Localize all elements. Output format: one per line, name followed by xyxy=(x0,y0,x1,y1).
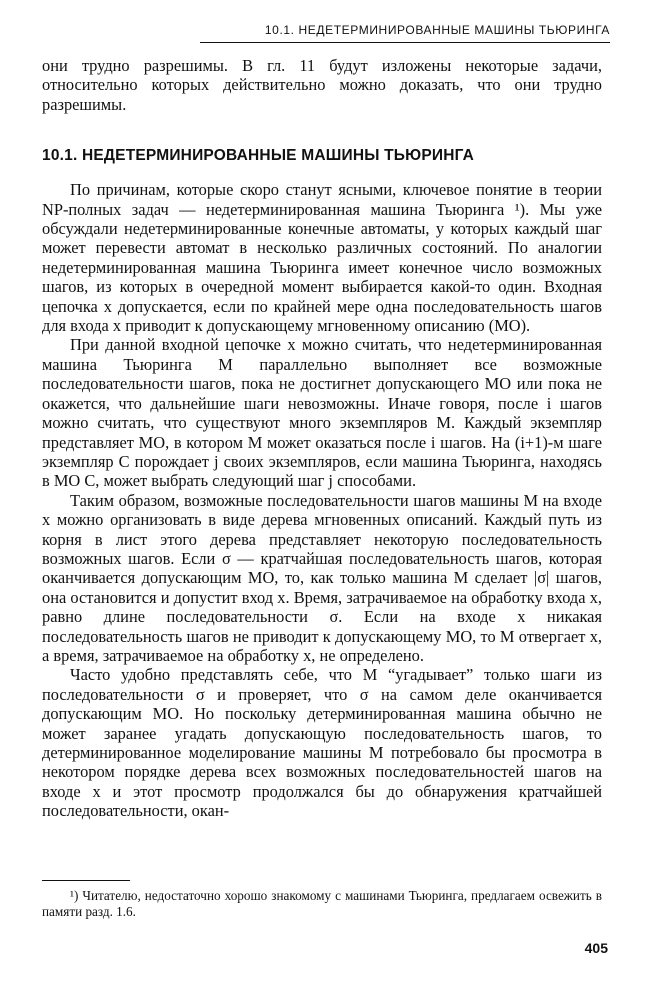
paragraph-continued: они трудно разрешимы. В гл. 11 будут изложены некоторые задачи, относительно которых действительно можно доказать, что они трудно разрешимы. xyxy=(42,56,602,114)
paragraph: При данной входной цепочке x можно считать, что недетерминированная машина Тьюринга M параллельно выполняет все возможные последовательности шагов, пока не достигнет допускающего МО или пока не окажется, что дальнейшие шаги невозможны. Иначе говоря, после i шагов можно считать, что существуют много экземпляров M. Каждый экземпляр представляет МО, в котором M может оказаться после i шагов. На (i+1)-м шаге экземпляр C порождает j своих экземпляров, если машина Тьюринга, находясь в МО C, может выбрать следующий шаг j способами. xyxy=(42,335,602,491)
section-title: 10.1. НЕДЕТЕРМИНИРОВАННЫЕ МАШИНЫ ТЬЮРИНГА xyxy=(42,147,474,165)
running-head-title: 10.1. НЕДЕТЕРМИНИРОВАННЫЕ МАШИНЫ ТЬЮРИНГА xyxy=(264,23,610,37)
paragraph: Часто удобно представлять себе, что M “угадывает” только шаги из последовательности σ и проверяет, что σ на самом деле оканчивается допускающим МО. Но поскольку детерминированная машина обычно не может заранее угадать допускающую последовательность шагов, то детерминированное моделирование машины M потребовало бы просмотра в некотором порядке дерева всех возможных последовательностей шагов на входе x и этот просмотр продолжался бы до обнаружения кратчайшей последовательности, окан- xyxy=(42,665,602,821)
page-number: 405 xyxy=(584,940,608,956)
running-head xyxy=(200,8,610,43)
page-body xyxy=(42,56,602,821)
footnote-divider xyxy=(42,880,130,881)
paragraph: По причинам, которые скоро станут ясными, ключевое понятие в теории NP-полных задач — недетерминированная машина Тьюринга ¹). Мы уже обсуждали недетерминированные конечные автоматы, у которых каждый шаг может перевести автомат в несколько различных состояний. По аналогии недетерминированная машина Тьюринга имеет конечное число возможных шагов, из которых в очередной момент выбирается какой-то один. Входная цепочка x допускается, если по крайней мере одна последовательность шагов для входа x приводит к допускающему мгновенному описанию (МО). xyxy=(42,180,602,336)
paragraph: Таким образом, возможные последовательности шагов машины M на входе x можно организовать в виде дерева мгновенных описаний. Каждый путь из корня в лист этого дерева представляет некоторую последовательность возможных шагов. Если σ — кратчайшая последовательность шагов, которая оканчивается допускающим МО, то, как только машина M сделает |σ| шагов, она остановится и допустит вход x. Время, затрачиваемое на обработку входа x, равно длине последовательности σ. Если на входе x никакая последовательность шагов не приводит к допускающему МО, то M отвергает x, а время, затрачиваемое на обработку x, не определено. xyxy=(42,490,602,665)
footnote: ¹) Читателю, недостаточно хорошо знакомому с машинами Тьюринга, предлагаем освежить в памяти разд. 1.6. xyxy=(42,888,602,919)
